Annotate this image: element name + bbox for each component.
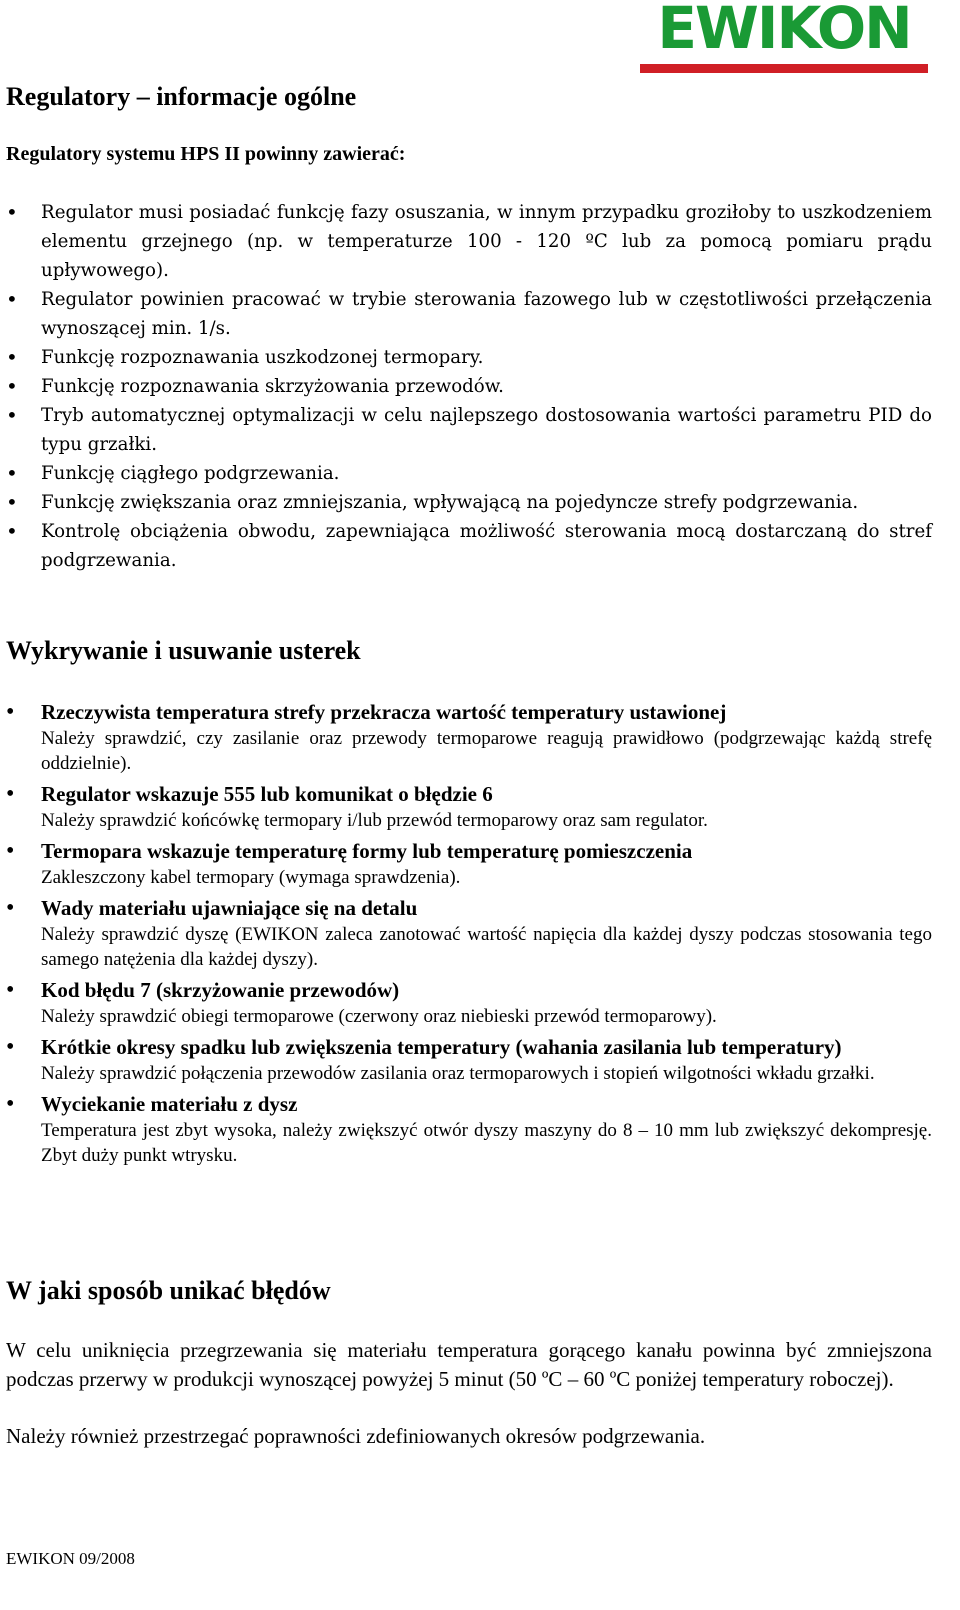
list-item	[6, 894, 932, 972]
troubleshooting-heading: Wykrywanie i usuwanie usterek	[6, 636, 361, 665]
logo-wordmark: EWIKON	[657, 0, 911, 62]
avoid-errors-paragraph: W celu uniknięcia przegrzewania się materiału temperatura gorącego kanału powinna być zmniejszona podczas przerwy w produkcji wynoszącej powyżej 5 minut (50 ºC – 60 ºC poniżej temperatury roboczej).	[6, 1338, 932, 1391]
list-item: • Regulator powinien pracować w trybie sterowania fazowego lub w częstotliwości przełączenia wynoszącej min. 1/s.	[6, 285, 932, 343]
issue-text: Należy sprawdzić końcówkę termopary i/lub przewód termoparowy oraz sam regulator.	[41, 810, 708, 831]
list-item	[6, 837, 932, 890]
list-item	[6, 976, 932, 1029]
issue-title: • Kod błędu 7 (skrzyżowanie przewodów)	[41, 978, 400, 1002]
issue-title: • Rzeczywista temperatura strefy przekracza wartość temperatury ustawionej	[41, 700, 727, 724]
heating-periods-note: Należy również przestrzegać poprawności zdefiniowanych okresów podgrzewania.	[6, 1424, 706, 1448]
issue-title: • Wady materiału ujawniające się na detalu	[41, 896, 418, 920]
page-title: Regulatory – informacje ogólne	[6, 82, 357, 111]
avoid-errors-heading: W jaki sposób unikać błędów	[6, 1276, 331, 1305]
issue-text: Temperatura jest zbyt wysoka, należy zwiększyć otwór dyszy maszyny do 8 – 10 mm lub zwiększyć dekompresję. Zbyt duży punkt wtrysku.	[41, 1120, 932, 1166]
requirements-subtitle: Regulatory systemu HPS II powinny zawierać:	[6, 143, 406, 165]
issue-text: Należy sprawdzić połączenia przewodów zasilania oraz termoparowych i stopień wilgotności wkładu grzałki.	[41, 1063, 875, 1084]
list-item: • Tryb automatycznej optymalizacji w celu najlepszego dostosowania wartości parametru PID do typu grzałki.	[6, 401, 932, 459]
issue-title: • Regulator wskazuje 555 lub komunikat o błędzie 6	[41, 782, 493, 806]
list-item	[6, 1033, 932, 1086]
list-item: • Funkcję rozpoznawania uszkodzonej termopary.	[6, 343, 932, 372]
issue-text: Zakleszczony kabel termopary (wymaga sprawdzenia).	[41, 867, 461, 888]
list-item: • Funkcję rozpoznawania skrzyżowania przewodów.	[6, 372, 932, 401]
issue-text: Należy sprawdzić obiegi termoparowe (czerwony oraz niebieski przewód termoparowy).	[41, 1006, 717, 1027]
list-item: • Funkcję ciągłego podgrzewania.	[6, 459, 932, 488]
requirements-list	[6, 198, 932, 575]
logo-red-bar	[640, 64, 928, 73]
issue-title: • Termopara wskazuje temperaturę formy lub temperaturę pomieszczenia	[41, 839, 693, 863]
list-item: • Funkcję zwiększania oraz zmniejszania, wpływającą na pojedyncze strefy podgrzewania.	[6, 488, 932, 517]
issue-title: • Krótkie okresy spadku lub zwiększenia temperatury (wahania zasilania lub temperatury)	[41, 1035, 842, 1059]
list-item	[6, 1090, 932, 1168]
issue-title: • Wyciekanie materiału z dysz	[41, 1092, 298, 1116]
issue-text: Należy sprawdzić dyszę (EWIKON zaleca zanotować wartość napięcia dla każdej dyszy podczas stosowania tego samego natężenia dla każdej dyszy).	[41, 924, 932, 970]
list-item: • Kontrolę obciążenia obwodu, zapewniająca możliwość sterowania mocą dostarczaną do stref podgrzewania.	[6, 517, 932, 575]
page-footer: EWIKON 09/2008	[6, 1549, 135, 1568]
ewikon-logo	[640, 2, 928, 74]
list-item	[6, 698, 932, 776]
troubleshooting-list	[6, 698, 932, 1172]
issue-text: Należy sprawdzić, czy zasilanie oraz przewody termoparowe reagują prawidłowo (podgrzewając każdą strefę oddzielnie).	[41, 728, 932, 774]
list-item: • Regulator musi posiadać funkcję fazy osuszania, w innym przypadku groziłoby to uszkodzeniem elementu grzejnego (np. w temperaturze 100 - 120 ºC lub za pomocą pomiaru prądu upływowego).	[6, 198, 932, 285]
list-item	[6, 780, 932, 833]
